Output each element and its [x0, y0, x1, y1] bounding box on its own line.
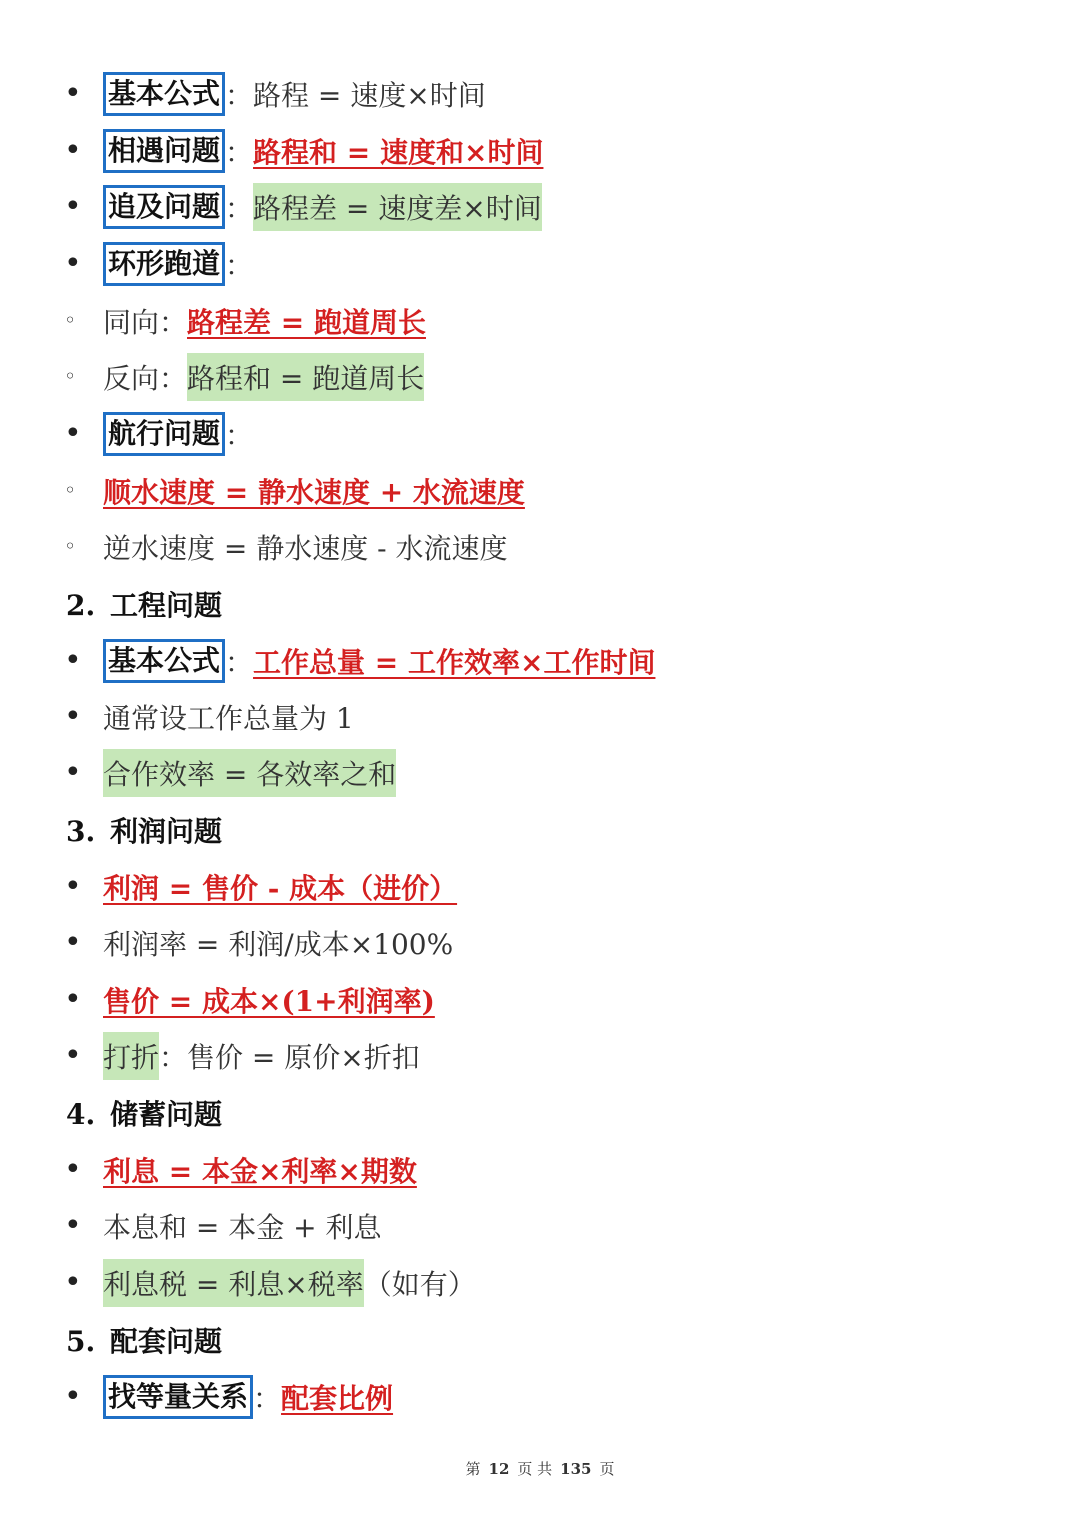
bullet-icon	[64, 136, 76, 166]
formula-text: 利润 = 售价 - 成本（进价）	[103, 872, 458, 905]
formula-text: 利息税 = 利息×税率	[103, 1259, 364, 1307]
separator: ：	[225, 136, 254, 169]
list-item	[0, 1255, 1080, 1311]
list-item	[0, 1142, 1080, 1198]
section-title: 工程问题	[110, 589, 223, 622]
section-title: 配套问题	[110, 1325, 223, 1358]
bullet-icon	[64, 419, 76, 449]
list-item	[0, 689, 1080, 745]
section-heading	[0, 1312, 1080, 1368]
term-box: 环形跑道	[103, 242, 225, 286]
formula-text: 路程差 = 速度差×时间	[253, 183, 542, 231]
list-item	[0, 123, 1080, 179]
term-box: 找等量关系	[103, 1375, 253, 1419]
bullet-icon	[64, 928, 76, 958]
footer-middle: 页 共	[517, 1460, 553, 1478]
formula-text: 配套比例	[281, 1382, 394, 1415]
circle-bullet-icon	[64, 310, 76, 332]
formula-text: 路程差 = 跑道周长	[187, 306, 426, 339]
note-text: （如有）	[363, 1268, 476, 1301]
list-item	[0, 236, 1080, 292]
bullet-icon	[64, 1268, 76, 1298]
term-box: 基本公式	[103, 72, 225, 116]
bullet-icon	[64, 985, 76, 1015]
footer-suffix: 页	[599, 1460, 615, 1478]
list-item	[0, 1369, 1080, 1425]
list-item	[0, 406, 1080, 462]
term-box: 基本公式	[103, 639, 225, 683]
bullet-icon	[64, 192, 76, 222]
separator: ：	[253, 1382, 282, 1415]
section-heading	[0, 576, 1080, 632]
sub-list-item	[0, 293, 1080, 349]
list-item	[0, 66, 1080, 122]
section-number: 5.	[66, 1325, 96, 1358]
section-title: 储蓄问题	[110, 1098, 223, 1131]
bullet-icon	[64, 1155, 76, 1185]
formula-text: 逆水速度 = 静水速度 - 水流速度	[103, 532, 508, 565]
total-pages: 135	[560, 1460, 592, 1478]
sub-list-item	[0, 519, 1080, 575]
bullet-icon	[64, 79, 76, 109]
bullet-icon	[64, 646, 76, 676]
term-box: 相遇问题	[103, 129, 225, 173]
formula-text: 顺水速度 = 静水速度 + 水流速度	[103, 476, 525, 509]
bullet-icon	[64, 249, 76, 279]
separator: ：	[225, 249, 254, 282]
note-text: 通常设工作总量为 1	[103, 702, 354, 735]
formula-text: 利息 = 本金×利率×期数	[103, 1155, 417, 1188]
sub-list-item	[0, 463, 1080, 519]
section-number: 4.	[66, 1098, 96, 1131]
highlighted-term: 打折	[103, 1032, 159, 1080]
circle-bullet-icon	[64, 480, 76, 502]
list-item	[0, 1198, 1080, 1254]
separator: ：	[225, 419, 254, 452]
circle-bullet-icon	[64, 536, 76, 558]
bullet-icon	[64, 758, 76, 788]
formula-text: ：售价 = 原价×折扣	[159, 1041, 420, 1074]
list-item	[0, 1028, 1080, 1084]
bullet-icon	[64, 1041, 76, 1071]
list-item	[0, 745, 1080, 801]
page-footer	[0, 1458, 1080, 1479]
section-number: 3.	[66, 815, 96, 848]
formula-text: 售价 = 成本×(1+利润率)	[103, 985, 435, 1018]
list-item	[0, 633, 1080, 689]
term-box: 追及问题	[103, 185, 225, 229]
circle-bullet-icon	[64, 366, 76, 388]
sub-list-item	[0, 349, 1080, 405]
separator: ：	[225, 79, 254, 112]
formula-text: 路程 = 速度×时间	[253, 79, 486, 112]
formula-text: 工作总量 = 工作效率×工作时间	[253, 646, 656, 679]
formula-text: 路程和 = 跑道周长	[187, 353, 424, 401]
formula-text: 利润率 = 利润/成本×100%	[103, 928, 454, 961]
term-box: 航行问题	[103, 412, 225, 456]
section-title: 利润问题	[110, 815, 223, 848]
formula-text: 本息和 = 本金 + 利息	[103, 1211, 382, 1244]
separator: ：	[225, 192, 254, 225]
list-item	[0, 179, 1080, 235]
section-number: 2.	[66, 589, 96, 622]
section-heading	[0, 802, 1080, 858]
bullet-icon	[64, 1382, 76, 1412]
separator: ：	[225, 646, 254, 679]
prefix-label: 同向：	[103, 306, 188, 339]
prefix-label: 反向：	[103, 362, 188, 395]
bullet-icon	[64, 702, 76, 732]
page-number: 12	[488, 1460, 510, 1478]
list-item	[0, 915, 1080, 971]
formula-text: 合作效率 = 各效率之和	[103, 749, 396, 797]
list-item	[0, 859, 1080, 915]
bullet-icon	[64, 1211, 76, 1241]
footer-prefix: 第	[465, 1460, 481, 1478]
bullet-icon	[64, 872, 76, 902]
section-heading	[0, 1085, 1080, 1141]
formula-text: 路程和 = 速度和×时间	[253, 136, 544, 169]
list-item	[0, 972, 1080, 1028]
